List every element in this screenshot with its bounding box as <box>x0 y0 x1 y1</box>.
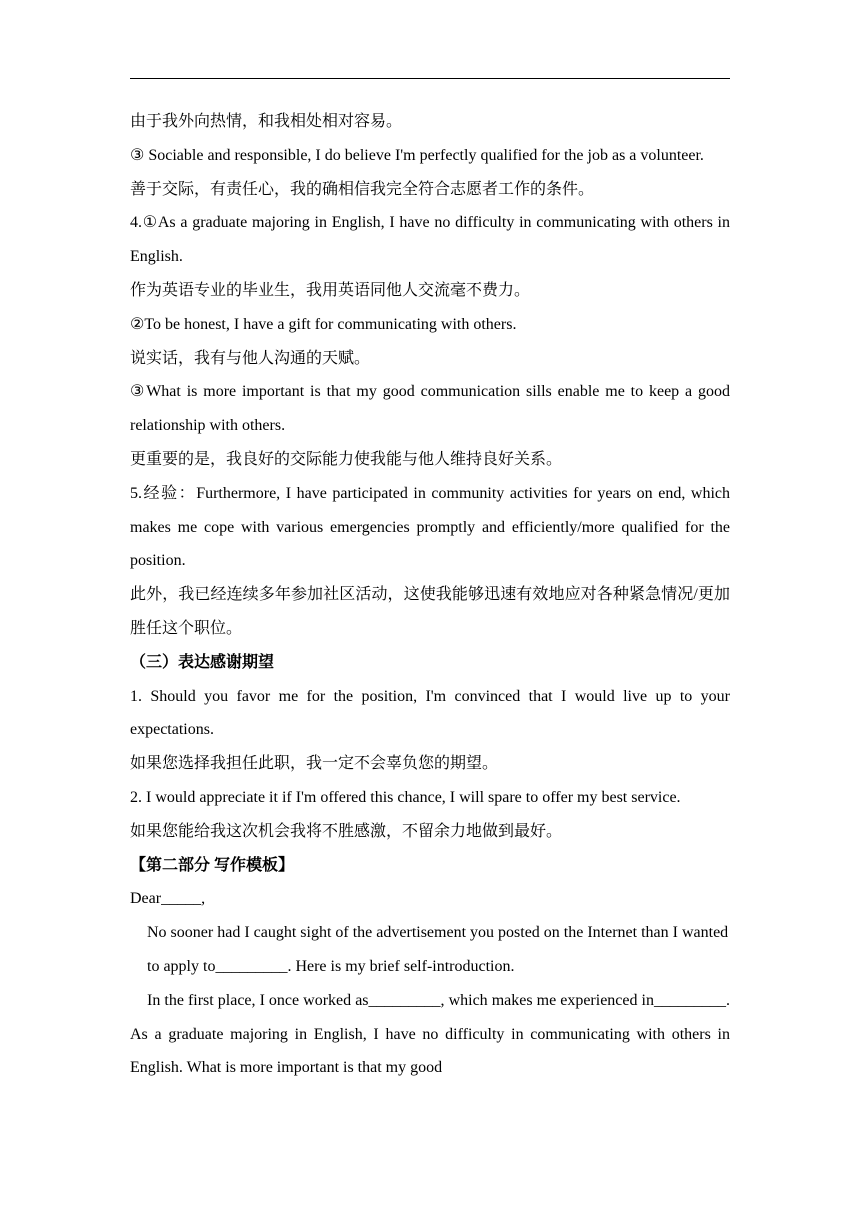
letter-salutation: Dear_____, <box>130 890 206 908</box>
text-line-cn: 说实话，我有与他人沟通的天赋。 <box>130 349 371 367</box>
text-line-en: 5.经验：Furthermore, I have participated in community activities for years on end, which makes me cope with various emergencies promptly and efficiently/more qualified for the position. <box>130 484 730 570</box>
document-body <box>130 105 730 1085</box>
text-line-en: ③What is more important is that my good communication sills enable me to keep a good relationship with others. <box>130 383 730 435</box>
letter-paragraph: In the first place, I once worked as_________, which makes me experienced in_________. As a graduate majoring in English, I have no difficulty in communicating with others in English. What is more important is that my good <box>130 991 730 1077</box>
text-line-cn: 善于交际，有责任心，我的确相信我完全符合志愿者工作的条件。 <box>130 180 595 198</box>
text-line-cn: 更重要的是，我良好的交际能力使我能与他人维持良好关系。 <box>130 450 563 468</box>
text-line-en: ③ Sociable and responsible, I do believe I'm perfectly qualified for the job as a volunteer. <box>130 146 704 164</box>
text-line-cn: 由于我外向热情，和我相处相对容易。 <box>130 113 403 130</box>
section-heading: 【第二部分 写作模板】 <box>130 856 295 874</box>
text-line-en: 1. Should you favor me for the position, I'm convinced that I would live up to your expectations. <box>130 687 730 739</box>
text-line-cn: 此外，我已经连续多年参加社区活动，这使我能够迅速有效地应对各种紧急情况/更加胜任这个职位。 <box>130 586 730 637</box>
section-heading: （三）表达感谢期望 <box>130 653 275 671</box>
header-rule <box>130 78 730 79</box>
letter-paragraph: No sooner had I caught sight of the advertisement you posted on the Internet than I wanted to apply to_________. Here is my brief self-introduction. <box>147 924 729 975</box>
text-line-en: 2. I would appreciate it if I'm offered this chance, I will spare to offer my best service. <box>130 788 681 806</box>
text-line-en: 4.①As a graduate majoring in English, I have no difficulty in communicating with others in English. <box>130 214 730 266</box>
text-line-cn: 如果您选择我担任此职，我一定不会辜负您的期望。 <box>130 755 499 773</box>
text-line-cn: 如果您能给我这次机会我将不胜感激，不留余力地做到最好。 <box>130 822 563 840</box>
text-line-cn: 作为英语专业的毕业生，我用英语同他人交流毫不费力。 <box>130 281 531 299</box>
text-line-en: ②To be honest, I have a gift for communicating with others. <box>130 315 517 333</box>
